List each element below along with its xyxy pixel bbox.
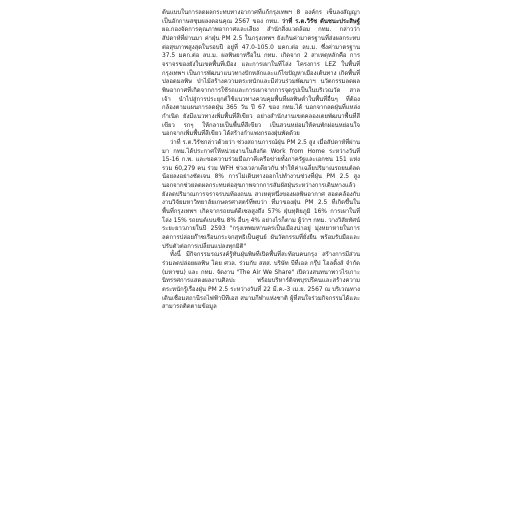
paragraph-1-body: ผอ.กองจัดการคุณภาพอากาศและเสียง สำนักสิ่งแวดล้อม กทม. กล่าวว่า สัปดาห์ที่ผ่านมา ค่าฝุ่น PM 2.5 ในกรุงเทพฯ ยังเกินค่ามาตรฐานที่ส่งผลกระทบต่อสุขภาพสูงสุดในรอบปี อยู่ที่ 47.0-105.0 มคก.ต่อ ลบ.ม. ซึ่งค่ามาตรฐาน 37.5 มคก.ต่อ ลบ.ม. ผลพิษยาหรือใน กทม. เกิดจาก 2 สาเหตุหลักคือ การจราจรของยังในเขตพื้นที่เมือง และการเผาในที่โล่ง โครงการ LEZ ในพื้นที่กรุงเทพฯ เป็นการพัฒนาแนวทางปักหลักและแก้ไขปัญหาเมืองเต้นทาง เกิดพื้นที่ปลอดมลพิษ ป่าไม้สร้างความตระหนักและมีส่วนร่วมพัฒนาฯ นวัตกรรมลดผลพิษอากาศที่เกิดจากการใช้รถและการเผาจากการจุดรูปเป็นในบริเวณวัด สาลเจ้า นำไปสู่การประยุกต์ใช้แนวทางควบคุมพื้นที่ผลพิษต่ำในพื้นที่อื่นๆ ที่ต้องกล้องตามแผนการลดฝุ่น 365 วัน ปี 67 ของ กทม.ได้ นอกจากลดฝุ่นที่แหล่งกำเนิด ยังมีแนวทางเพิ่มพื้นที่สีเขียว อย่างสำนักงานเขตคลองเตยพัฒนาพื้นที่สีเขียว รกๆ ให้กลายเป็นพื้นที่สีเขียว เป็นสวนหย่อมให้คนพักผ่อนหย่อนใจ นอกจากเพิ่มพื้นที่สีเขียว ได้สร้างกำแพงกรองฝุ่นพัดด้วย <box>162 27 360 138</box>
article-paragraph-1 <box>162 9 360 139</box>
article-paragraph-2: ว่าที่ ร.ต.วิรัชกล่าวด้วยว่า ช่วงสถานการณ์ฝุ่น PM 2.5 สูง เมื่อสัปดาห์ที่ผ่านมา กทม.ได้ประกาศให้หน่วยงานในสังกัด Work from Home ระหว่างวันที่ 15-16 ก.พ. และขอความร่วมมือภาคีเครือข่ายทั้งภาครัฐและเอกชน 151 แห่ง รวม 60,279 คน ร่วม WFH ช่วงเวลาเดียวกัน ทำให้ค่าเฉลี่ยปริมาณรถยนต์ลดน้อยลงอย่างชัดเจน 8% การไม่เดินทางออกไปทำงานช่วงที่ฝุ่น PM 2.5 สูง นอกจากช่วยลดผลกระทบต่อสุขภาพจากการสัมผัสฝุ่นระหว่างการเดินทางแล้ว ยังลดปริมาณการจราจรบนท้องถนน สาเหตุหนึ่งของผลพิษอากาศ สอดคล้องกับงานวิจัยมหาวิทยาลัยเกษตรศาสตร์ที่พบว่า ที่มาของฝุ่น PM 2.5 ที่เกิดขึ้นในพื้นที่กรุงเทพฯ เกิดจากรถยนต์ดีเซลสูงถึง 57% ฝุ่นทุติยภูมิ 16% การเผาในที่โล่ง 15% รถยนต์เบนซิน 8% อื่นๆ 4% อย่างไรก็ตาม ผู้ว่าฯ กทม. วางวิสัยทัศน์ระยะยาวภายในปี 2593 "กรุงเทพมหานครเป็นเมืองน่าอยู่ มุ่งหยาหายในการลดการปล่อยก๊าซเรือนกระจกสุทธิเป็นศูนย์ ผันวัตกรรมที่ยั่งยืน พร้อมรับมือและปรับตัวต่อการเปลี่ยนแปลงทุกมิติ" <box>162 139 360 250</box>
paragraph-1-intro: ต้นแบบในการลดผลกระทบทางอากาศที่แก้กรุงเทพฯ 8 องค์กร เซ็นลงสัญญาเป็นอักกาษสชุมผลงดอนคุณ 2567 ของ กทม. <box>162 10 360 25</box>
article-column <box>162 9 360 312</box>
official-name: ว่าที่ ร.ต.วิรัช ตันชนะประสิษฐ์ <box>281 18 360 25</box>
article-paragraph-3: ทั้งนี้ มีกิจกรรมรณรงค์รู้ทันฝุ่นพิษที่เปิดพื้นที่สะท้อนคนกรุง สร้างการมีส่วนร่วมลดปล่อยผลพิษ โดย ศวล. ร่วมกับ สสส. บริษัท บีที่เอล กรุ๊ป โฮลดิ้งส์ จำกัด (มหาชน) และ กทม. จัดงาน "The Air We Share" เปิดวงสนทนาพาวไรเกาะนิทรรศการแสดงผลงานศิลปะ พร้อมบริหาร์ดิจพบุรปรีคนและสร้างความตระหนักรู้เรื่องฝุ่น PM 2.5 ระหว่างวันที่ 22 มี.ค.-3 เม.ย. 2567 ณ บริเวณทางเดินเชื่อมสถานีรถไฟฟ้าบีทีเอส สนามกีฬาแห่งชาติ ผู้ที่สนใจร่วมกิจกรรมได้และสามารถติดตามข้อมูล <box>162 252 360 311</box>
